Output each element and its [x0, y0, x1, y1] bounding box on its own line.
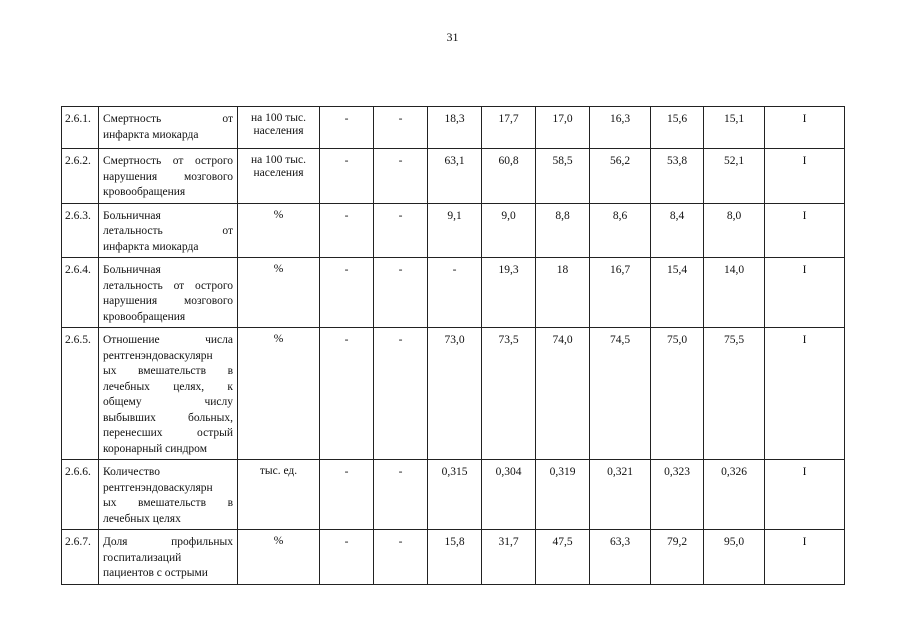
value-cell: 18,3	[428, 107, 482, 149]
value-cell: I	[765, 107, 845, 149]
value-cell: 17,0	[536, 107, 590, 149]
indicator-name-line: Смертность от	[103, 113, 233, 125]
value-cell: -	[320, 530, 374, 585]
value-cell: 56,2	[590, 149, 651, 204]
value-cell: 31,7	[482, 530, 536, 585]
indicator-name	[99, 258, 238, 328]
row-number: 2.6.4.	[62, 258, 99, 328]
value-cell: 19,3	[482, 258, 536, 328]
value-cell: 73,0	[428, 328, 482, 460]
value-cell: I	[765, 460, 845, 530]
value-cell: I	[765, 328, 845, 460]
value-cell: 15,6	[651, 107, 704, 149]
indicator-name-line: общему числу	[103, 396, 233, 408]
unit-cell: %	[238, 258, 320, 328]
indicator-name-line: пациентов с острыми	[103, 567, 208, 579]
indicator-name-line: летальность от	[103, 225, 233, 237]
indicator-name	[99, 460, 238, 530]
indicator-name-line: лечебных целях	[103, 512, 181, 525]
value-cell: I	[765, 203, 845, 258]
value-cell: 16,3	[590, 107, 651, 149]
value-cell: 8,8	[536, 203, 590, 258]
indicator-name-line: коронарный синдром	[103, 442, 207, 455]
table-row	[62, 530, 845, 585]
value-cell: -	[320, 328, 374, 460]
indicator-name-line: Отношение числа	[103, 334, 233, 346]
value-cell: -	[428, 258, 482, 328]
indicator-name-line: кровообращения	[103, 310, 186, 323]
value-cell: 58,5	[536, 149, 590, 204]
indicator-name-line: Доля профильных	[103, 536, 233, 548]
indicator-name-line: перенесших острый	[103, 427, 233, 439]
indicator-name-line: летальность от острого	[103, 279, 233, 292]
table-row	[62, 107, 845, 149]
value-cell: 60,8	[482, 149, 536, 204]
indicator-name-line: рентгенэндоваскулярн	[103, 349, 213, 362]
value-cell: 73,5	[482, 328, 536, 460]
indicator-name-line: ых вмешательств в	[103, 497, 233, 509]
table-row	[62, 149, 845, 204]
indicator-name	[99, 149, 238, 204]
value-cell: 0,323	[651, 460, 704, 530]
value-cell: -	[374, 460, 428, 530]
value-cell: 0,326	[704, 460, 765, 530]
value-cell: 75,5	[704, 328, 765, 460]
unit-cell: %	[238, 203, 320, 258]
indicator-name	[99, 328, 238, 460]
value-cell: 8,4	[651, 203, 704, 258]
value-cell: 15,1	[704, 107, 765, 149]
value-cell: 63,3	[590, 530, 651, 585]
value-cell: 53,8	[651, 149, 704, 204]
value-cell: -	[320, 107, 374, 149]
value-cell: 16,7	[590, 258, 651, 328]
indicator-name-line: Количество	[103, 466, 160, 478]
indicator-name-line: выбывших больных,	[103, 411, 233, 424]
value-cell: 74,5	[590, 328, 651, 460]
indicator-name-line: инфаркта миокарда	[103, 128, 199, 141]
indicator-name	[99, 530, 238, 585]
value-cell: 9,0	[482, 203, 536, 258]
unit-cell: %	[238, 530, 320, 585]
indicator-name	[99, 107, 238, 149]
value-cell: 9,1	[428, 203, 482, 258]
value-cell: 95,0	[704, 530, 765, 585]
value-cell: 47,5	[536, 530, 590, 585]
value-cell: 79,2	[651, 530, 704, 585]
indicator-name-line: кровообращения	[103, 186, 186, 198]
row-number: 2.6.1.	[62, 107, 99, 149]
indicator-name-line: рентгенэндоваскулярн	[103, 481, 213, 494]
indicator-name-line: нарушения мозгового	[103, 295, 233, 307]
value-cell: -	[374, 203, 428, 258]
row-number: 2.6.3.	[62, 203, 99, 258]
indicator-name-line: нарушения мозгового	[103, 170, 233, 183]
value-cell: -	[320, 460, 374, 530]
value-cell: -	[374, 328, 428, 460]
value-cell: 17,7	[482, 107, 536, 149]
table-row	[62, 328, 845, 460]
value-cell: 0,321	[590, 460, 651, 530]
unit-cell: на 100 тыс. населения	[238, 149, 320, 204]
value-cell: 0,304	[482, 460, 536, 530]
value-cell: 14,0	[704, 258, 765, 328]
unit-cell: на 100 тыс. населения	[238, 107, 320, 149]
value-cell: 18	[536, 258, 590, 328]
table-row	[62, 460, 845, 530]
indicators-table	[61, 106, 845, 585]
indicator-name-line: Больничная	[103, 209, 161, 222]
value-cell: I	[765, 258, 845, 328]
indicator-name	[99, 203, 238, 258]
value-cell: 15,8	[428, 530, 482, 585]
indicator-name-line: лечебных целях, к	[103, 380, 233, 393]
value-cell: 8,0	[704, 203, 765, 258]
value-cell: 52,1	[704, 149, 765, 204]
value-cell: I	[765, 149, 845, 204]
value-cell: I	[765, 530, 845, 585]
page-number: 31	[446, 30, 459, 44]
value-cell: -	[374, 149, 428, 204]
unit-cell: тыс. ед.	[238, 460, 320, 530]
value-cell: 15,4	[651, 258, 704, 328]
row-number: 2.6.2.	[62, 149, 99, 204]
value-cell: -	[320, 258, 374, 328]
unit-cell: %	[238, 328, 320, 460]
value-cell: 8,6	[590, 203, 651, 258]
value-cell: 0,315	[428, 460, 482, 530]
value-cell: 75,0	[651, 328, 704, 460]
indicator-name-line: инфаркта миокарда	[103, 240, 199, 253]
row-number: 2.6.5.	[62, 328, 99, 460]
indicator-name-line: ых вмешательств в	[103, 365, 233, 377]
table-row	[62, 203, 845, 258]
value-cell: -	[320, 149, 374, 204]
value-cell: -	[374, 530, 428, 585]
indicator-name-line: госпитализаций	[103, 551, 182, 564]
row-number: 2.6.7.	[62, 530, 99, 585]
table-row	[62, 258, 845, 328]
indicator-name-line: Больничная	[103, 264, 161, 276]
value-cell: -	[374, 258, 428, 328]
row-number: 2.6.6.	[62, 460, 99, 530]
value-cell: 74,0	[536, 328, 590, 460]
value-cell: 63,1	[428, 149, 482, 204]
value-cell: -	[374, 107, 428, 149]
value-cell: 0,319	[536, 460, 590, 530]
indicator-name-line: Смертность от острого	[103, 155, 233, 167]
value-cell: -	[320, 203, 374, 258]
